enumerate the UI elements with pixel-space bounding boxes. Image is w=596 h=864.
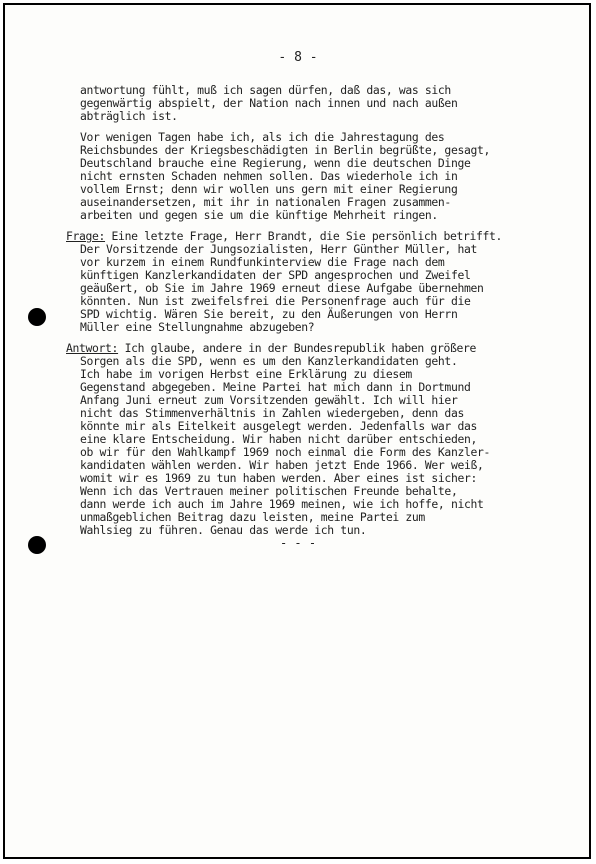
- answer-line: Gegenstand abgegeben. Meine Partei hat mich dann in Dortmund: [80, 380, 471, 394]
- para2-line: Vor wenigen Tagen habe ich, als ich die Jahrestagung des: [80, 130, 445, 144]
- para1-line: antwortung fühlt, muß ich sagen dürfen, daß das, was sich: [80, 83, 451, 97]
- question-line: SPD wichtig. Wären Sie bereit, zu den Äußerungen von Herrn: [80, 307, 458, 321]
- answer-line: Sorgen als die SPD, wenn es um den Kanzlerkandidaten geht.: [80, 354, 458, 368]
- answer-line: Wenn ich das Vertrauen meiner politischen Freunde behalte,: [80, 484, 458, 498]
- answer-line: Anfang Juni erneut zum Vorsitzenden gewählt. Ich will hier: [80, 393, 458, 407]
- para2-line: vollem Ernst; denn wir wollen uns gern mit einer Regierung: [80, 182, 458, 196]
- answer-line: könnte mir als Eitelkeit ausgelegt werden. Jedenfalls war das: [80, 419, 477, 433]
- answer-first-text: Ich glaube, andere in der Bundesrepublik haben größere: [118, 341, 476, 355]
- punch-hole: [28, 536, 46, 554]
- para2-line: auseinandersetzen, mit ihr in nationalen Fragen zusammen-: [80, 195, 451, 209]
- question-line: vor kurzem in einem Rundfunkinterview die Frage nach dem: [80, 255, 445, 269]
- question-line: Müller eine Stellungnahme abzugeben?: [80, 320, 315, 334]
- answer-line: nicht das Stimmenverhältnis in Zahlen wiedergeben, denn das: [80, 406, 464, 420]
- punch-hole: [28, 308, 46, 326]
- para1-line: abträglich ist.: [80, 109, 178, 123]
- question-line: könnten. Nun ist zweifelsfrei die Personenfrage auch für die: [80, 294, 471, 308]
- question-line: Der Vorsitzende der Jungsozialisten, Herr Günther Müller, hat: [80, 242, 477, 256]
- question-first-text: Eine letzte Frage, Herr Brandt, die Sie persönlich betrifft.: [105, 229, 503, 243]
- answer-line: ob wir für den Wahlkampf 1969 noch einmal die Form des Kanzler-: [80, 445, 490, 459]
- answer-label: Antwort:: [66, 341, 119, 355]
- page-number: - 8 -: [278, 50, 318, 65]
- answer-line: dann werde ich auch im Jahre 1969 meinen, wie ich hoffe, nicht: [80, 497, 484, 511]
- para2-line: nicht ernsten Schaden nehmen sollen. Das wiederhole ich in: [80, 169, 458, 183]
- answer-line: Ich habe im vorigen Herbst eine Erklärung zu diesem: [80, 367, 412, 381]
- answer-line: unmaßgeblichen Beitrag dazu leisten, meine Partei zum: [80, 510, 425, 524]
- answer-line: eine klare Entscheidung. Wir haben nicht darüber entschieden,: [80, 432, 477, 446]
- para1-line: gegenwärtig abspielt, der Nation nach innen und nach außen: [80, 96, 458, 110]
- question-line: künftigen Kanzlerkandidaten der SPD angesprochen und Zweifel: [80, 268, 471, 282]
- para2-line: arbeiten und gegen sie um die künftige Mehrheit ringen.: [80, 208, 438, 222]
- answer-line: Wahlsieg zu führen. Genau das werde ich tun.: [80, 523, 367, 537]
- question-line: geäußert, ob Sie im Jahre 1969 erneut diese Aufgabe übernehmen: [80, 281, 484, 295]
- para2-line: Reichsbundes der Kriegsbeschädigten in Berlin begrüßte, gesagt,: [80, 143, 490, 157]
- answer-line: womit wir es 1969 zu tun haben werden. Aber eines ist sicher:: [80, 471, 477, 485]
- para2-line: Deutschland brauche eine Regierung, wenn die deutschen Dinge: [80, 156, 471, 170]
- question-label: Frage:: [66, 229, 106, 243]
- answer-line: kandidaten wählen werden. Wir haben jetzt Ende 1966. Wer weiß,: [80, 458, 484, 472]
- end-marker: - - -: [279, 536, 317, 550]
